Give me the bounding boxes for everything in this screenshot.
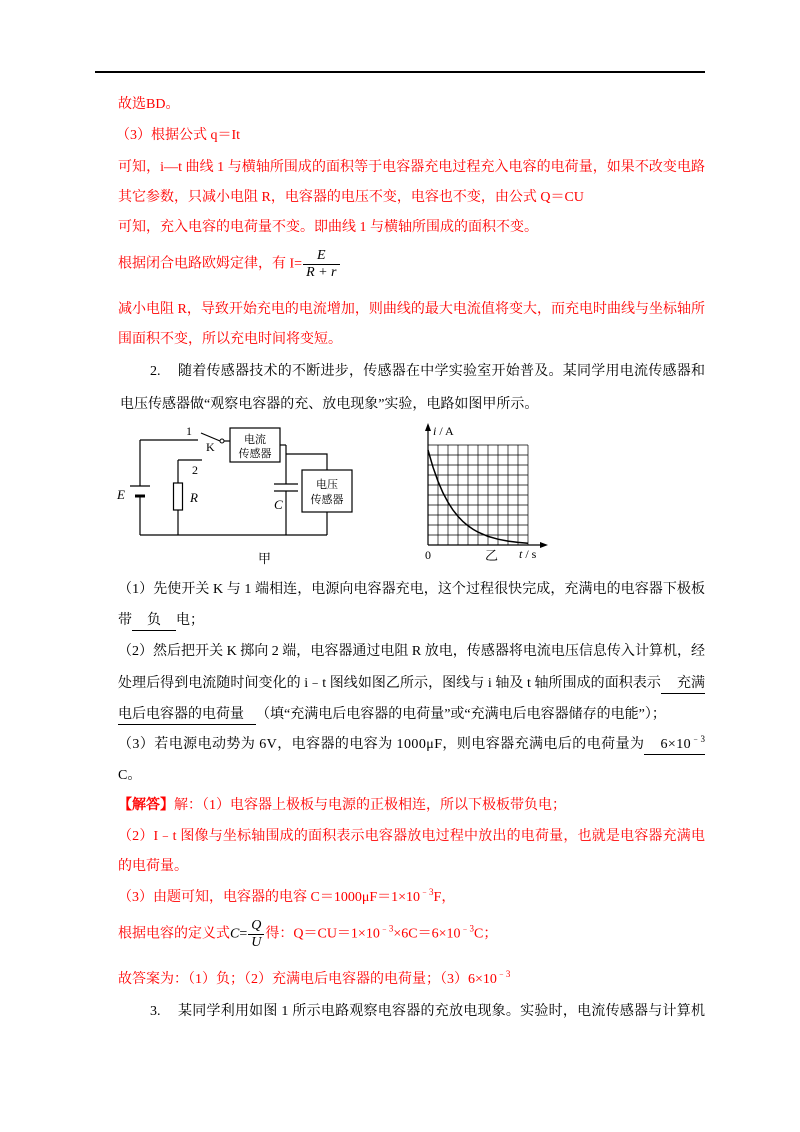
solution-line5-prefix: 根据电容的定义式 (118, 926, 230, 942)
part3-line1 (118, 735, 705, 755)
ohm-law-fraction (303, 248, 339, 281)
part1-answer-blank: 负 (132, 612, 176, 631)
solution-line5-suffix: C； (474, 926, 498, 942)
header-rule (95, 71, 705, 73)
solution-final-text: 故答案为：（1）负；（2）充满电后电容器的电荷量；（3）6×10 (118, 972, 497, 987)
question-3-number: 3. (150, 1004, 161, 1019)
graph-caption: 乙 (485, 548, 499, 563)
part2-line2 (118, 674, 705, 694)
part3-unit: C。 (118, 768, 142, 783)
question-2-number: 2. (150, 364, 161, 379)
circuit-diagram (110, 420, 360, 570)
current-sensor-label-2: 传感器 (238, 448, 272, 460)
switch-label: K (206, 440, 215, 454)
solution-line5-text1: 得：Q＝CU＝1×10 (265, 926, 380, 942)
part2-line1: （2）然后把开关 K 掷向 2 端，电容器通过电阻 R 放电，传感器将电流电压信息传入计算机，经 (118, 644, 706, 659)
solution-label: 【解答】 (118, 798, 174, 813)
prev-line-a: 可知，i—t 曲线 1 与横轴所围成的面积等于电容器充电过程充入电容的电荷量，如果不改变电路 (118, 160, 706, 175)
voltage-sensor-label-1: 电压 (316, 479, 338, 491)
fraction-denominator: U (251, 935, 262, 950)
solution-line4-suffix: F， (433, 890, 456, 905)
fraction-numerator: Q (248, 918, 264, 935)
solution-line2: （2）I﹣t 图像与坐标轴围成的面积表示电容器放电过程中放出的电荷量，也就是电容器充满电 (118, 829, 706, 844)
part3-answer-base: 6×10 (660, 737, 692, 752)
solution-line5-exponent2: ﹣3 (460, 923, 475, 934)
resistor (174, 483, 183, 510)
part1-prefix: 带 (118, 613, 132, 628)
prev-line-c: 可知，充入电容的电荷量不变。即曲线 1 与横轴所围成的面积不变。 (118, 220, 538, 235)
prev-part3-heading: （3）根据公式 q＝It (116, 128, 241, 143)
capacitance-symbol: C (230, 926, 240, 942)
question-3-stem-line1: 某同学利用如图 1 所示电路观察电容器的充放电现象。实验时，电流传感器与计算机 (178, 1004, 706, 1019)
part3-line1-text: （3）若电源电动势为 6V，电容器的电容为 1000μF，则电容器充满电后的电荷量为 (118, 737, 645, 752)
graph-grid (428, 445, 528, 545)
voltage-sensor-label-2: 传感器 (310, 494, 344, 506)
part1-suffix: 电； (176, 613, 204, 628)
ohm-law-line (118, 248, 341, 281)
y-axis-unit: / A (436, 424, 454, 438)
capacitance-fraction (248, 918, 264, 951)
solution-line4 (118, 888, 455, 908)
prev-line-d: 减小电阻 R，导致开始充电的电流增加，则曲线的最大电流值将变大，而充电时曲线与坐标轴所 (118, 302, 705, 317)
switch-pivot (220, 439, 224, 443)
battery-label: E (117, 487, 125, 502)
part1-answer-line (118, 611, 204, 631)
solution-final-exponent: ﹣3 (496, 969, 511, 979)
origin-label: 0 (425, 548, 431, 562)
contact-1-label: 1 (186, 424, 192, 438)
equals-sign: = (239, 926, 248, 942)
x-axis-unit: / s (522, 547, 537, 561)
x-axis-var: t (519, 547, 523, 561)
part2-answer-blank-start: 充满 (661, 675, 705, 694)
solution-line5-text2: ×6C＝6×10 (393, 926, 461, 942)
question-2-stem-line2: 电压传感器做“观察电容器的充、放电现象”实验，电路如图甲所示。 (120, 397, 539, 412)
solution-line3: 的电荷量。 (118, 859, 188, 874)
current-time-graph (415, 420, 555, 565)
ohm-law-prefix: 根据闭合电路欧姆定律，有 I= (118, 256, 303, 272)
prev-line-e: 围面积不变，所以充电时间将变短。 (118, 332, 342, 347)
fraction-denominator: R + r (306, 265, 337, 280)
y-axis-label (433, 424, 454, 438)
y-axis-var: i (433, 424, 437, 438)
part1-line1: （1）先使开关 K 与 1 端相连，电源向电容器充电，这个过程很快完成，充满电的电容器下极板 (118, 582, 706, 597)
current-sensor-label-1: 电流 (244, 434, 266, 446)
part3-answer-blank (644, 736, 705, 755)
solution-line5 (118, 918, 497, 951)
wire-to-voltage-sensor (286, 454, 327, 470)
fraction-numerator: E (303, 248, 339, 265)
circuit-caption: 甲 (258, 551, 272, 566)
solution-line5-exponent1: ﹣3 (379, 923, 394, 934)
part2-line2-text: 处理后得到电流随时间变化的 i﹣t 图线如图乙所示，图线与 i 轴及 t 轴所围成的面积表示 (118, 676, 661, 691)
y-axis-arrow (425, 423, 431, 431)
part2-hint: （填“充满电后电容器的电荷量”或“充满电后电容器储存的电能”）； (256, 707, 666, 722)
solution-final (118, 970, 510, 990)
solution-line4-exponent: ﹣3 (420, 887, 434, 897)
part3-answer-exponent: ﹣3 (691, 734, 706, 744)
x-axis-arrow (540, 542, 548, 548)
part2-answer-blank-end: 电后电容器的电荷量 (118, 706, 256, 725)
part2-line3 (118, 705, 666, 725)
resistor-label: R (190, 490, 198, 505)
solution-line1-text: 解：（1）电容器上极板与电源的正极相连，所以下极板带负电； (174, 798, 566, 813)
capacitor-label: C (274, 497, 283, 512)
prev-conclusion: 故选BD。 (118, 97, 180, 112)
contact-2-label: 2 (192, 463, 198, 477)
solution-line1 (118, 796, 566, 816)
x-axis-label (519, 547, 537, 561)
question-2-stem-line1: 随着传感器技术的不断进步，传感器在中学实验室开始普及。某同学用电流传感器和 (178, 364, 706, 379)
solution-line4-text: （3）由题可知，电容器的电容 C＝1000μF＝1×10 (118, 890, 421, 905)
prev-line-b: 其它参数，只减小电阻 R，电容器的电压不变，电容也不变，由公式 Q＝CU (118, 190, 584, 205)
